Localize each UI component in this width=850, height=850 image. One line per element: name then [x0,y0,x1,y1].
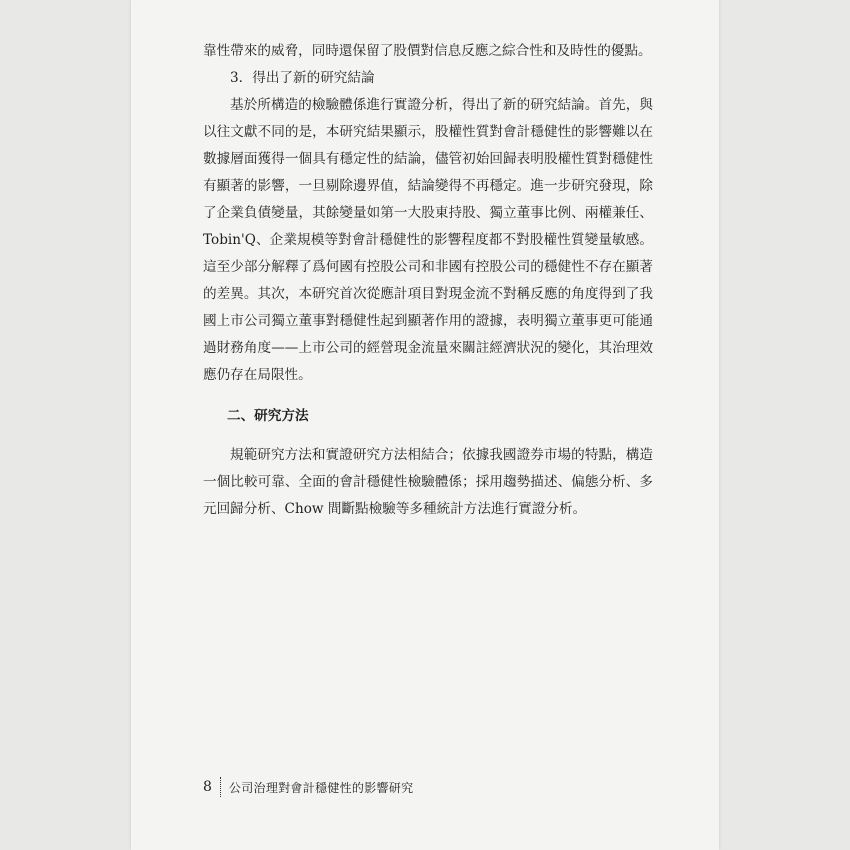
running-title: 公司治理對會計穩健性的影響研究 [228,780,414,795]
section-2-heading: 二、研究方法 [227,408,309,424]
footer-divider [220,777,221,797]
page-body [203,38,653,523]
page-footer [203,775,413,799]
item-3-heading: 3．得出了新的研究結論 [230,70,375,86]
item-3-paragraph: 基於所構造的檢驗體係進行實證分析，得出了新的研究結論。首先，與以往文獻不同的是，本研究結果顯示，股權性質對會計穩健性的影響難以在數據層面獲得一個具有穩定性的結論，儘管初始回歸表明股權性質對穩健性有顯著的影響，一旦剔除邊界值，結論變得不再穩定。進一步研究發現，除了企業負債變量，其餘變量如第一大股東持股、獨立董事比例、兩權兼任、Tobin'Q、企業規模等對會計穩健性的影響程度都不對股權性質變量敏感。這至少部分解釋了爲何國有控股公司和非國有控股公司的穩健性不存在顯著的差異。其次，本研究首次從應計項目對現金流不對稱反應的角度得到了我國上市公司獨立董事對穩健性起到顯著作用的證據，表明獨立董事更可能通過財務角度——上市公司的經營現金流量來關註經濟狀況的變化，其治理效應仍存在局限性。 [203,97,653,383]
section-2-paragraph: 規範研究方法和實證研究方法相結合；依據我國證券市場的特點，構造一個比較可靠、全面的會計穩健性檢驗體係；採用趨勢描述、偏態分析、多元回歸分析、Chow 間斷點檢驗等多種統計方法進行實證分析。 [203,447,653,517]
paragraph-continuation: 靠性帶來的威脅，同時還保留了股價對信息反應之綜合性和及時性的優點。 [203,43,652,59]
page-number: 8 [203,779,212,795]
